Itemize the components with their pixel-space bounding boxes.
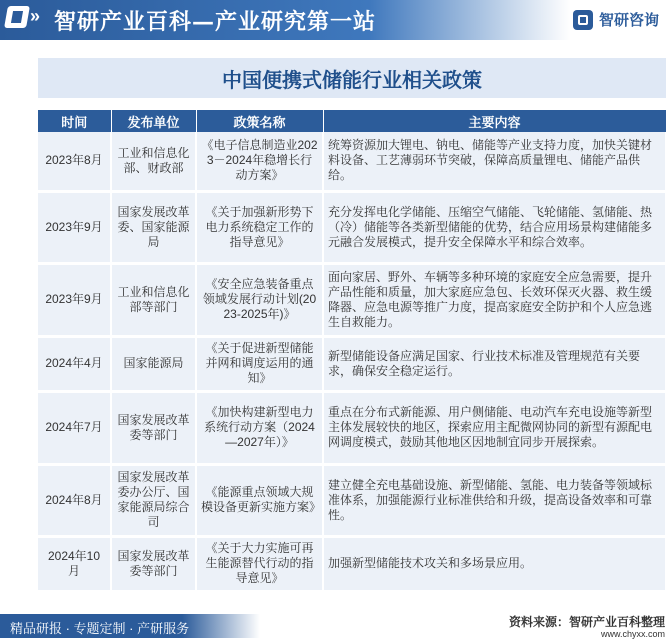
page-title-bar — [38, 58, 666, 98]
table-header-row — [38, 110, 666, 132]
cell-policy-name: 《电子信息制造业2023－2024年稳增长行动方案》 — [196, 132, 323, 191]
brand-name: 智研咨询 — [598, 12, 659, 29]
cell-dept: 国家能源局 — [111, 336, 196, 391]
footer-url[interactable]: www.chyxx.com — [600, 629, 665, 639]
cell-policy-name: 《能源重点领域大规模设备更新实施方案》 — [196, 464, 323, 536]
cell-content: 新型储能设备应满足国家、行业技术标准及管理规范有关要求，确保安全稳定运行。 — [323, 336, 666, 391]
header-time: 时间 — [38, 110, 111, 132]
cell-content: 建立健全充电基础设施、新型储能、氢能、电力装备等领域标准体系，加强能源行业标准供给和升级，提高设备效率和可靠性。 — [323, 464, 666, 536]
logo-icon — [4, 6, 30, 28]
header-content: 主要内容 — [323, 110, 666, 132]
brand-logo-icon — [573, 10, 593, 30]
footer-source: 资料来源：智研产业百科整理 — [508, 615, 665, 629]
cell-content: 充分发挥电化学储能、压缩空气储能、飞轮储能、氢储能、热（冷）储能等各类新型储能的优势，结合应用场景构建储能多元融合发展模式，提升安全保障水平和综合效率。 — [323, 191, 666, 263]
table-row — [38, 464, 666, 536]
footer-source-block — [509, 616, 665, 639]
header-banner — [0, 0, 671, 40]
cell-policy-name: 《关于促进新型储能并网和调度运用的通知》 — [196, 336, 323, 391]
footer-tagline-bar — [0, 614, 260, 638]
brand[interactable] — [573, 9, 659, 30]
table-row — [38, 132, 666, 191]
cell-content: 面向家居、野外、车辆等多种环境的家庭安全应急需要，提升产品性能和质量，加大家庭应急包、长效环保灭火器、救生缓降器、应急电源等推广力度，提高家庭安全防护和个人应急逃生自救能力。 — [323, 263, 666, 336]
double-chevron-icon: » — [30, 6, 37, 26]
page-title: 中国便携式储能行业相关政策 — [222, 67, 482, 92]
cell-content: 统筹资源加大锂电、钠电、储能等产业支持力度，加快关键材料设备、工艺薄弱环节突破，保障高质量锂电、储能产品供给。 — [323, 132, 666, 191]
cell-time: 2024年10月 — [38, 536, 111, 591]
header-policy-name: 政策名称 — [196, 110, 323, 132]
cell-policy-name: 《关于加强新形势下电力系统稳定工作的指导意见》 — [196, 191, 323, 263]
cell-time: 2023年8月 — [38, 132, 111, 191]
cell-time: 2024年4月 — [38, 336, 111, 391]
table-row — [38, 263, 666, 336]
cell-time: 2024年8月 — [38, 464, 111, 536]
table-row — [38, 336, 666, 391]
cell-dept: 国家发展改革委、国家能源局 — [111, 191, 196, 263]
footer — [0, 614, 671, 638]
cell-content: 重点在分布式新能源、用户侧储能、电动汽车充电设施等新型主体发展较快的地区，探索应用主配微网协同的新型有源配电网调度模式，鼓励其他地区因地制宜同步开展探索。 — [323, 391, 666, 464]
cell-dept: 工业和信息化部、财政部 — [111, 132, 196, 191]
cell-policy-name: 《加快构建新型电力系统行动方案（2024—2027年）》 — [196, 391, 323, 464]
cell-content: 加强新型储能技术攻关和多场景应用。 — [323, 536, 666, 591]
cell-time: 2023年9月 — [38, 263, 111, 336]
cell-time: 2024年7月 — [38, 391, 111, 464]
header-title: 智研产业百科—产业研究第一站 — [54, 9, 377, 35]
cell-time: 2023年9月 — [38, 191, 111, 263]
policy-table — [38, 110, 667, 593]
cell-dept: 国家发展改革委等部门 — [111, 536, 196, 591]
cell-dept: 工业和信息化部等部门 — [111, 263, 196, 336]
cell-dept: 国家发展改革委等部门 — [111, 391, 196, 464]
cell-policy-name: 《关于大力实施可再生能源替代行动的指导意见》 — [196, 536, 323, 591]
table-row — [38, 391, 666, 464]
table-row — [38, 191, 666, 263]
cell-dept: 国家发展改革委办公厅、国家能源局综合司 — [111, 464, 196, 536]
cell-policy-name: 《安全应急装备重点领域发展行动计划(2023-2025年)》 — [196, 263, 323, 336]
table-row — [38, 536, 666, 591]
header-dept: 发布单位 — [111, 110, 196, 132]
footer-tagline: 精品研报 · 专题定制 · 产研服务 — [10, 621, 190, 636]
